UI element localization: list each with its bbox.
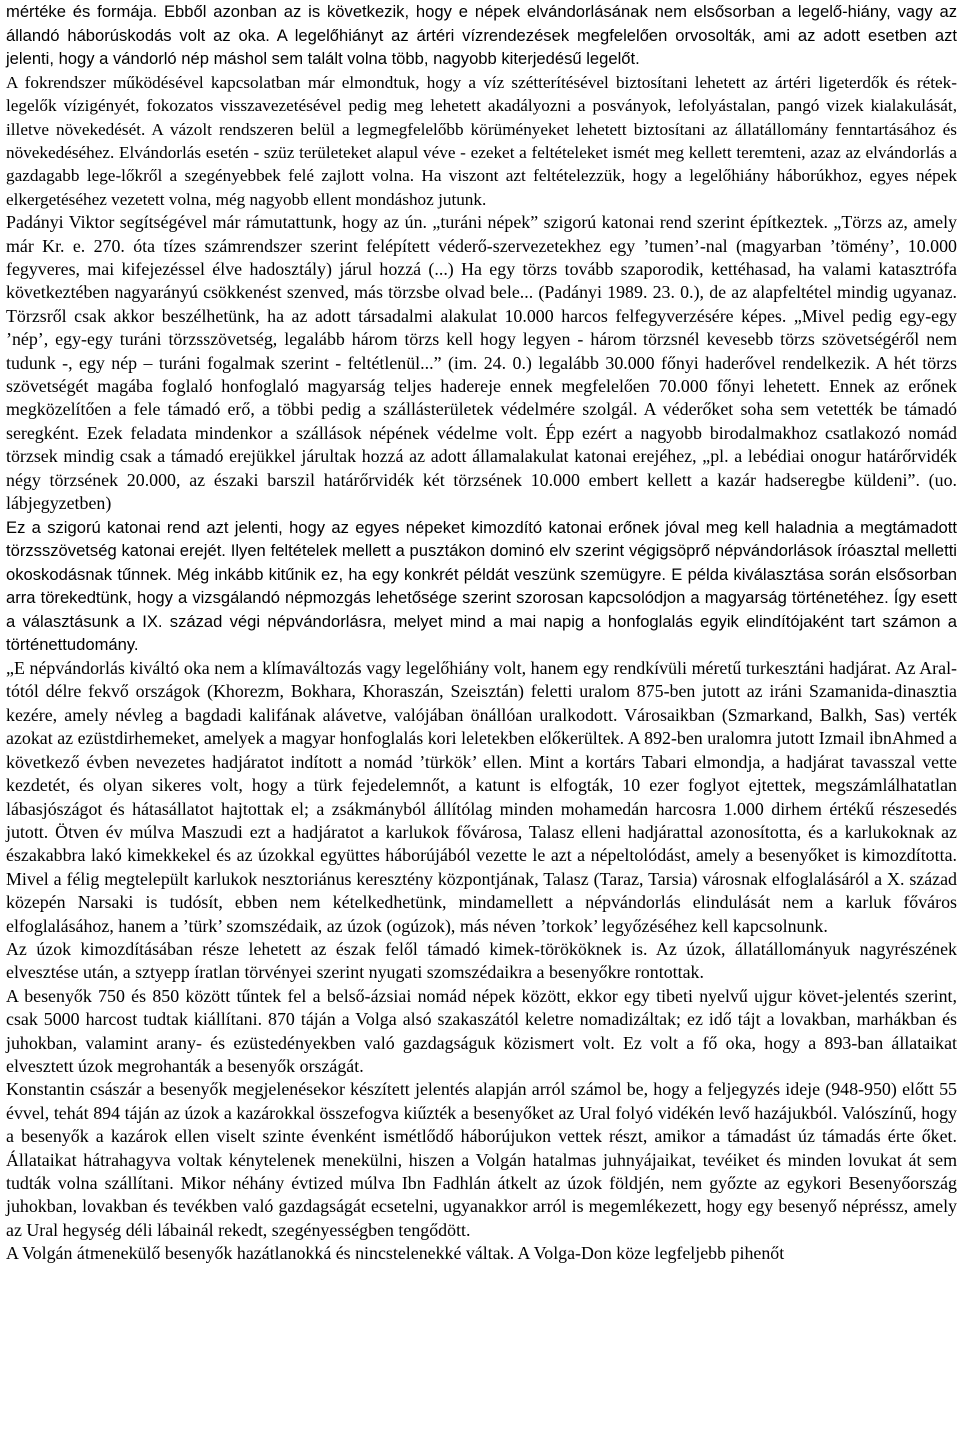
paragraph-padanyi-quote: Padányi Viktor segítségével már rámutattunk, hogy az ún. „turáni népek” szigorú katonai rend szerint építkeztek. „Törzs az, amely már Kr. e. 270. óta tízes számrendszer szerint felépített véderő-szervezetekhez egy ’tumen’-nal (magyarban ’tömény’, 10.000 fegyveres, mai kifejezéssel élve hadosztály) járul hozzá (...) Ha egy törzs tovább szaporodik, kettéhasad, ha valami katasztrófa következtében nagyarányú csökkenést szenved, más törzsbe olvad bele... (Padányi 1989. 23. 0.), de az alapfeltétel mindig ugyanaz. Törzsről csak akkor beszélhetünk, ha az adott társadalmi alakulat 10.000 harcos felfegyverzésére képes. „Mivel pedig egy-egy ’nép’, egy-egy turáni törzsszövetség, legalább három törzs kell hogy legyen - három törzsnél kevesebb törzs szövetségéről nem tudunk -, egy nép – turáni fogalmak szerint - feltétlenül...” (im. 24. 0.) legalább 30.000 főnyi haderővel rendelkezik. A hét törzs szövetségét magába foglaló honfoglaló magyarság teljes hadereje ennek megfelelően 70.000 főnyi lehetett. Ennek az erőnek megközelítően a fele támadó erő, a többi pedig a szállásterületek védelmére szolgál. A véderőket soha sem vetették be támadó seregként. Ezek feladata mindenkor a szállások népének védelme volt. Épp ezért a nagyobb birodalmakhoz csatlakozó nomád törzsek mindig csak a támadó erejükkel járultak hozzá az adott államalakulat katonai erejéhez, „pl. a lebédiai onogur határőrvidék négy törzsének 20.000, az északi barszil határőrvidék két törzsének 10.000 embert kellett a kazár hadseregbe küldeni”. (uo. lábjegyzetben): [6, 212, 957, 514]
paragraph-besenyok-feltunese: A besenyők 750 és 850 között tűntek fel a belső-ázsiai nomád népek között, ekkor egy tibeti nyelvű ujgur követ-jelentés szerint, csak 5000 harcost tudtak kiállítani. 870 táján a Volga alsó szakaszától keletre nomadizáltak; ez idő tájt a lovakban, marhákban és juhokban, valamint arany- és ezüstedényekben való gazdagságuk közismert volt. Ez volt a fő oka, hogy a 893-ban állataikat elvesztett úzok megrohanták a besenyők országát.: [6, 985, 957, 1076]
paragraph-fokrendszer: A fokrendszer működésével kapcsolatban már elmondtuk, hogy a víz szétterítésével biztosítani lehetett az ártéri ligeterdők és rétek-legelők vízigényét, fokozatos visszavezetésével pedig meg lehetett akadályozni a posványok, lefolyástalan, pangó vizek kialakulását, illetve növekedését. A vázolt rendszeren belül a legmegfelelőbb körüményeket lehetett biztosítani az állatállomány fenntartásához és növekedéséhez. Elvándorlás esetén - szüz területeket alapul véve - ezeket a feltételeket ismét meg kellett teremteni, azaz az elvándorlás a gazdagabb lege-lőkről a szegényebbek felé zajlott volna. Ha viszont azt feltételezzük, hogy a legelőhiány háborúkhoz, egyes népek elkergetéséhez vezetett volna, még nagyobb ellent mondáshoz jutunk.: [6, 72, 957, 209]
paragraph-katonai-rend: Ez a szigorú katonai rend azt jelenti, hogy az egyes népeket kimozdító katonai erőnek jóval meg kell haladnia a megtámadott törzsszövetség katonai erejét. Ilyen feltételek mellett a pusztákon dominó elv szerint végigsöprő népvándorlások íróasztal melletti okoskodásnak tűnnek. Még inkább kitűnik ez, ha egy konkrét példát veszünk szemügyre. E példa kiválasztása során elsősorban arra törekedtünk, hogy a vizsgálandó népmozgás lehetősége szerint szorosan kapcsolódjon a magyarság történetéhez. Így esett a választásunk a IX. század végi népvándorlásra, melyet mind a mai napig a honfoglalás egyik elindítójaként tart számon a történettudomány.: [6, 517, 957, 655]
paragraph-uzok: Az úzok kimozdításában része lehetett az észak felől támadó kimek-törököknek is. Az úzok, állatállományuk nagyrészének elvesztése után, a sztyepp íratlan törvényei szerint nyugati szomszédaikra a besenyőkre rontottak.: [6, 938, 957, 983]
paragraph-konstantin: Konstantin császár a besenyők megjelenésekor készített jelentés alapján arról számol be, hogy a feljegyzés ideje (948-950) előtt 55 évvel, tehát 894 táján az úzok a kazárokkal összefogva kiűzték a besenyőket az Ural folyó vidékén levő hazájukból. Valószínű, hogy a besenyők a kazárok ellen viselt szinte évenként ismétlődő háborújukon vettek részt, amikor a támadást úz támadás érte őket. Állataikat hátrahagyva voltak kénytelenek menekülni, hiszen a Volgán hatalmas juhnyájaikat, tevéiket és minden lovukat át sem tudták volna szállítani. Mikor néhány évtized múlva Ibn Fadhlán átkelt az úzok földjén, nem győzte az egykori Besenyőország juhokban, lovakban és tevékben való gazdagságát ecsetelni, ugyanakkor arról is megemlékezett, hogy egy besenyő népréssz, amely az Ural hegység déli lábainál rekedt, szegényességben tengődött.: [6, 1079, 957, 1240]
paragraph-volga-menekules: A Volgán átmenekülő besenyők hazátlanokká és nincstelenekké váltak. A Volga-Don köze legfeljebb pihenőt: [6, 1243, 785, 1264]
paragraph-legelohiany: mértéke és formája. Ebből azonban az is következik, hogy e népek elvándorlásának nem elsősorban a legelő-hiány, vagy az állandó háborúskodás volt az oka. A legelőhiányt az ártéri vízrendezések megfelelően orvosolták, ami az adott esetben azt jelenti, hogy a vándorló nép máshol sem talált volna több, nagyobb kiterjedésű legelőt.: [6, 2, 957, 69]
paragraph-turkesztani-hadjarat: „E népvándorlás kiváltó oka nem a klímaváltozás vagy legelőhiány volt, hanem egy rendkívüli méretű turkesztáni hadjárat. Az Aral-tótól délre fekvő országok (Khorezm, Bokhara, Khoraszán, Szeisztán) feletti uralom 875-ben jutott az iráni Szamanida-dinasztia kezére, amely névleg a bagdadi kalifának alávetve, valójában önállóan uralkodott. Városaikban (Szmarkand, Balkh, Sas) verték azokat az ezüstdirhemeket, amelyek a magyar honfoglalás kori leletekben előkerültek. A 892-ben uralomra jutott Izmail ibnAhmed a következő évben nevezetes hadjáratot indított a nomád ’türkök’ ellen. Mint a kortárs Tabari elmondja, a hadjárat tavasszal vette kezdetét, és olyan sikeres volt, hogy a türk fejedelemnőt, a katunt is elfogták, 10 ezer foglyot ejtettek, megszámlálhatatlan lábasjószágot és hátasállatot hajtottak el; a zsákmányból állítólag minden mohamedán harcosra 1.000 dirhem értékű részesedés jutott. Ötven év múlva Maszudi ezt a hadjáratot a karlukok fővárosa, Talasz elleni hadjárattal azonosította, és a karlukoknak az északabbra lakó kimekkekel és az úzokkal együttes háborújából vezette le azt a népeltolódást, amely a besenyőket is kimozdította. Mivel a félig megtelepült karlukok nesztoriánus keresztény központjának, Talasz (Taraz, Tarsia) városnak elfoglalásáról a X. század közepén Narsaki is tudósít, ebben nem kételkedhetünk, mindamellett a népvándorlás elindulását nem a karluk főváros elfoglalásához, hanem a ’türk’ szomszédaik, az úzok (ogúzok), más néven ’torkok’ legyőzéséhez kell kapcsolnunk.: [6, 658, 957, 936]
